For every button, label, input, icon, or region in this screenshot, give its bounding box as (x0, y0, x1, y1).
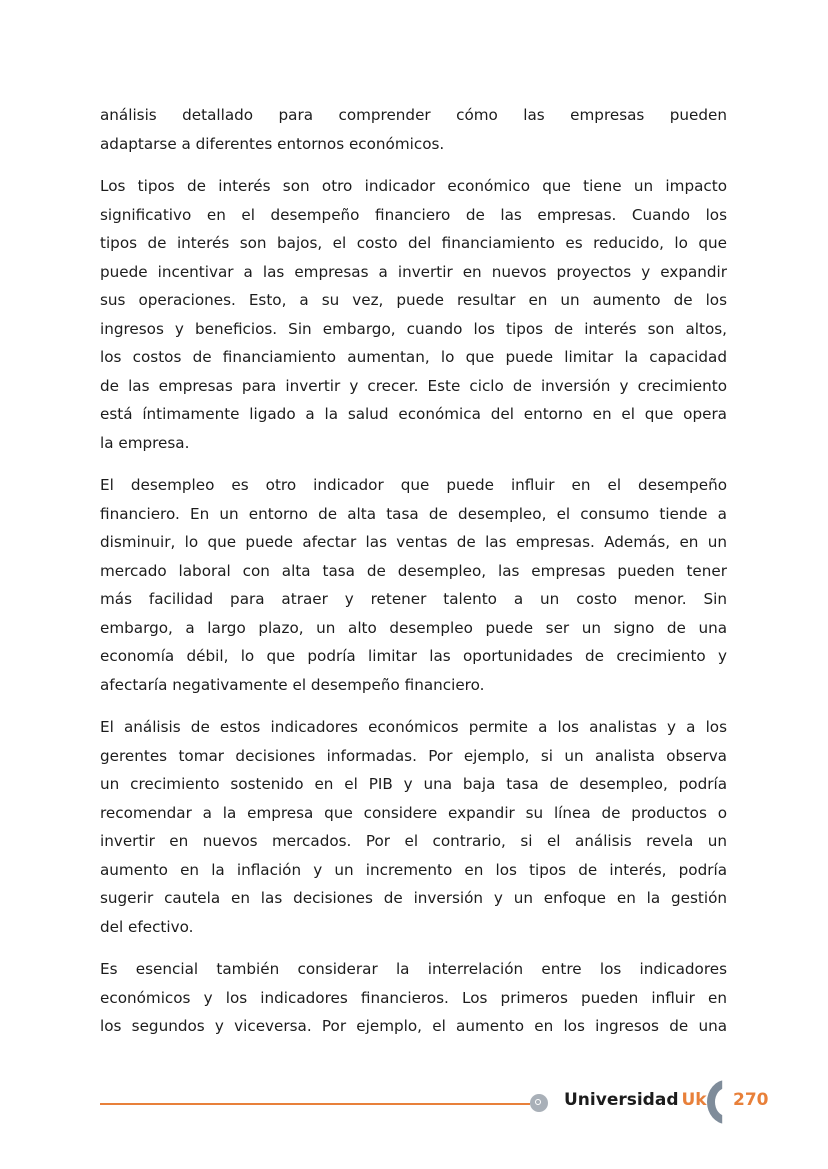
text-line: significativo en el desempeño financiero de las empresas. Cuando los (100, 205, 727, 224)
text-line: económicos y los indicadores financieros. Los primeros pueden influir en (100, 988, 727, 1007)
footer-brand (564, 1090, 707, 1110)
text-line: está íntimamente ligado a la salud económica del entorno en el que opera (100, 405, 727, 423)
text-line: del efectivo. (100, 917, 194, 936)
text-line: disminuir, lo que puede afectar las ventas de las empresas. Además, en un (100, 533, 727, 551)
text-line: los costos de financiamiento aumentan, lo que puede limitar la capacidad (100, 348, 727, 366)
paragraph (100, 713, 727, 941)
text-line: análisis detallado para comprender cómo las empresas pueden (100, 106, 727, 124)
text-line: Los tipos de interés son otro indicador económico que tiene un impacto (100, 177, 727, 195)
text-line: mercado laboral con alta tasa de desempleo, las empresas pueden tener (100, 561, 727, 580)
text-line: un crecimiento sostenido en el PIB y una baja tasa de desempleo, podría (100, 775, 727, 793)
text-line: economía débil, lo que podría limitar las oportunidades de crecimiento y (100, 647, 727, 665)
text-line: adaptarse a diferentes entornos económicos. (100, 134, 445, 153)
text-line: aumento en la inflación y un incremento en los tipos de interés, podría (100, 860, 727, 879)
brand-accent: Uk (681, 1090, 707, 1110)
text-line: El desempleo es otro indicador que puede influir en el desempeño (100, 476, 727, 494)
text-line: financiero. En un entorno de alta tasa de desempleo, el consumo tiende a (100, 504, 727, 523)
text-line: sugerir cautela en las decisiones de inversión y un enfoque en la gestión (100, 889, 727, 907)
text-line: sus operaciones. Esto, a su vez, puede resultar en un aumento de los (100, 291, 727, 309)
paragraph (100, 471, 727, 699)
text-line: invertir en nuevos mercados. Por el contrario, si el análisis revela un (100, 832, 727, 850)
text-line: afectaría negativamente el desempeño financiero. (100, 675, 485, 694)
brand-name: Universidad (564, 1090, 679, 1110)
footer-rule (100, 1103, 530, 1105)
text-line: embargo, a largo plazo, un alto desempleo puede ser un signo de una (100, 618, 727, 637)
text-line: ingresos y beneficios. Sin embargo, cuando los tipos de interés son altos, (100, 319, 727, 338)
text-line: gerentes tomar decisiones informadas. Por ejemplo, si un analista observa (100, 746, 727, 765)
page-number: 270 (733, 1090, 769, 1110)
text-line: tipos de interés son bajos, el costo del financiamiento es reducido, lo que (100, 234, 727, 252)
text-line: recomendar a la empresa que considere expandir su línea de productos o (100, 803, 727, 822)
text-line: los segundos y viceversa. Por ejemplo, el aumento en los ingresos de una (100, 1017, 727, 1035)
text-line: de las empresas para invertir y crecer. Este ciclo de inversión y crecimiento (100, 376, 727, 395)
target-icon (530, 1094, 548, 1112)
text-line: la empresa. (100, 433, 190, 452)
paragraph (100, 101, 727, 158)
text-line: más facilidad para atraer y retener talento a un costo menor. Sin (100, 590, 727, 608)
page-body (100, 101, 727, 1055)
paragraph (100, 172, 727, 457)
paragraph (100, 955, 727, 1041)
text-line: El análisis de estos indicadores económicos permite a los analistas y a los (100, 718, 727, 736)
text-line: Es esencial también considerar la interrelación entre los indicadores (100, 960, 727, 978)
text-line: puede incentivar a las empresas a invertir en nuevos proyectos y expandir (100, 262, 727, 281)
